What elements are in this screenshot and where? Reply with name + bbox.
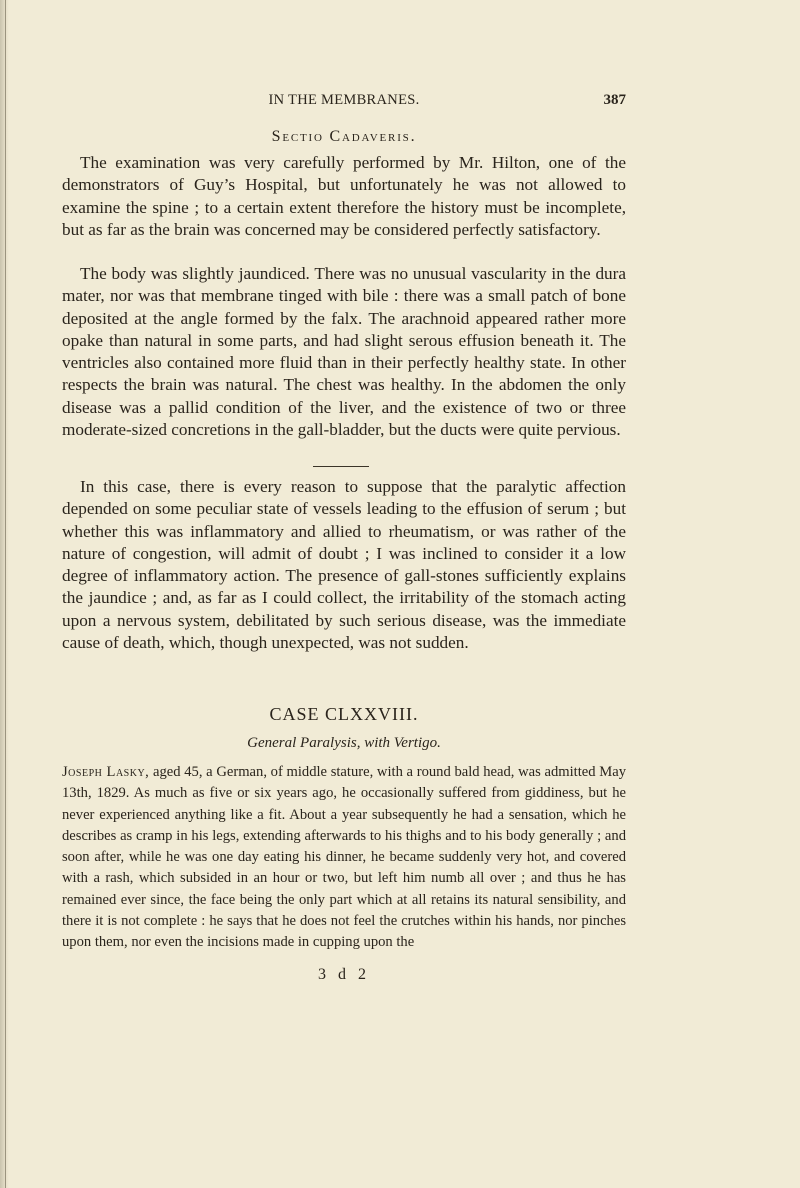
case-body-text: aged 45, a German, of middle stature, with a round bald head, was admitted May 13th, 1829. As much as five or six years ago, he occasionally suffered from giddiness, but he never experienced anything like a fit. About a year subsequently he had a sensation, which he describes as cramp in his legs, extending afterwards to his thighs and to his body generally ; and soon after, while he was one day eating his dinner, he became suddenly very hot, and covered with a rash, which subsided in an hour or two, but left him numb all over ; and thus he has remained ever since, the face being the only part which at all retains its natural sensibility, and there it is not complete : he says that he does not feel the crutches within his hands, nor pinches upon them, nor even the incisions made in cupping upon the [62, 764, 626, 951]
case-paragraph [62, 762, 626, 954]
paragraph-text: The body was slightly jaundiced. There was no unusual vascularity in the dura mater, nor was that membrane tinged with bile : there was a small patch of bone deposited at the angle formed by the falx. The arachnoid appeared rather more opake than natural in some parts, and had slight serous effusion beneath it. The ventricles also contained more fluid than in their perfectly healthy state. In other respects the brain was natural. The chest was healthy. In the abdomen the only disease was a pallid condition of the liver, and the existence of two or three moderate-sized concretions in the gall-bladder, but the ducts were quite pervious. [62, 264, 626, 440]
paragraph-examination [62, 152, 626, 241]
case-subtitle: General Paralysis, with Vertigo. [247, 735, 441, 751]
section-heading: Sectio Cadaveris. [271, 128, 417, 145]
paragraph-discussion [62, 476, 626, 654]
signature-mark: 3 d 2 [318, 966, 370, 983]
page-number: 387 [603, 92, 626, 108]
paragraph-text: The examination was very carefully performed by Mr. Hilton, one of the demonstrators of Guy’s Hospital, but unfortunately he was not allowed to examine the spine ; to a certain extent therefore the history must be incomplete, but as far as the brain was concerned may be considered perfectly satisfactory. [62, 153, 626, 239]
paragraph-text: In this case, there is every reason to suppose that the paralytic affection depended on some peculiar state of vessels leading to the effusion of serum ; but whether this was inflammatory and allied to rheumatism, or was rather of the nature of congestion, will admit of doubt ; I was inclined to consider it a low degree of inflammatory action. The presence of gall-stones sufficiently explains the jaundice ; and, as far as I could collect, the irritability of the stomach acting upon a nervous system, debilitated by such serious disease, was the immediate cause of death, which, though unexpected, was not sudden. [62, 477, 626, 653]
running-title: IN THE MEMBRANES. [268, 92, 420, 108]
section-divider [313, 466, 369, 467]
patient-name: Joseph Lasky, [62, 764, 150, 780]
running-header [62, 92, 626, 112]
case-description [62, 762, 626, 954]
paragraph-findings [62, 263, 626, 441]
case-title: CASE CLXXVIII. [269, 704, 419, 724]
page-binding-line [5, 0, 6, 1188]
